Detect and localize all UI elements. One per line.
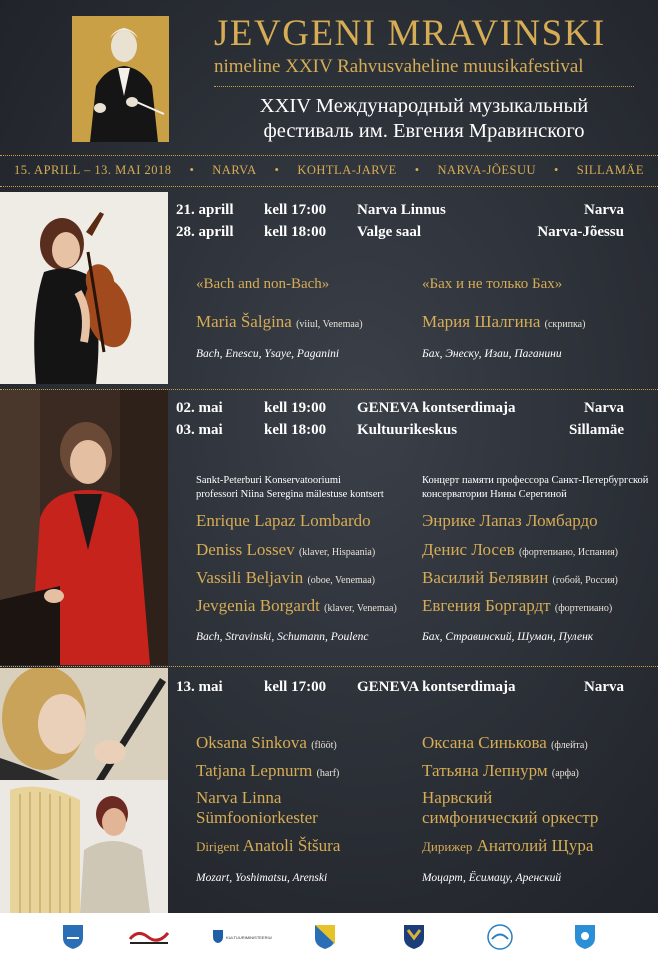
event1-time-2: kell 18:00 (264, 224, 327, 240)
event1-program-et: «Bach and non-Bach» (196, 276, 330, 292)
event2-artist-ru: Энрике Лапаз Ломбардо (422, 511, 598, 530)
event2-composers-ru: Бах, Стравинский, Шуман, Пуленк (422, 631, 594, 643)
event2-note-et: Sankt-Peterburi Konservatooriumi professori Niina Seregina mälestuse kontsert (196, 475, 384, 500)
place-item: KOHTLA-JARVE (297, 163, 397, 177)
event1-city-2: Narva-Jõessu (537, 224, 624, 240)
event1-venue-2: Valge saal (357, 224, 422, 240)
event3-conductor-ru: Дирижер Анатолий Щура (422, 836, 594, 855)
event3-venue: GENEVA kontserdimaja (357, 679, 516, 695)
violinist-photo (0, 192, 168, 384)
event2-venue-1: GENEVA kontserdimaja (357, 400, 516, 416)
event2-time-1: kell 19:00 (264, 400, 327, 416)
event2-composers-et: Bach, Stravinski, Schumann, Poulenc (196, 631, 369, 643)
event1-date-1: 21. aprill (176, 202, 234, 218)
event1-venue-1: Narva Linnus (357, 202, 446, 218)
event1-program-ru: «Бах и не только Бах» (422, 276, 563, 292)
festival-subtitle: nimeline XXIV Rahvusvaheline muusikafestival (214, 56, 584, 77)
festival-title-ru: XXIV Международный музыкальный фестиваль им. Евгения Мравинского (259, 95, 589, 142)
event2-date-2: 03. mai (176, 422, 223, 438)
event1-date-2: 28. aprill (176, 224, 234, 240)
divider (214, 86, 634, 87)
harpist-photo (0, 780, 168, 913)
place-item: NARVA (212, 163, 257, 177)
event3-conductor-et: Dirigent Anatoli Štšura (196, 836, 341, 855)
event3-artist-et: Oksana Sinkova (flööt) (196, 733, 337, 752)
crest-shield-icon (403, 924, 425, 955)
event2-artist-et: Deniss Lossev (klaver, Hispaania) (196, 540, 376, 559)
event2-city-2: Sillamäe (569, 422, 624, 438)
event3-artist-ru: Оксана Синькова (флейта) (422, 733, 588, 752)
event1-city-1: Narva (584, 202, 624, 218)
event2-artist-et: Vassili Beljavin (oboe, Venemaa) (196, 568, 376, 587)
event1-composers-et: Bach, Enescu, Ysaye, Paganini (196, 348, 340, 360)
event3-orchestra-ru: Нарвский симфонический оркестр (422, 788, 599, 827)
event1-time-1: kell 17:00 (264, 202, 327, 218)
divider (0, 155, 658, 156)
svg-text:KULTUURIMINISTEERIUM: KULTUURIMINISTEERIUM (226, 935, 272, 940)
event3-artist-ru: Татьяна Лепнурм (арфа) (422, 761, 579, 780)
event3-time: kell 17:00 (264, 679, 327, 695)
event2-venue-2: Kultuurikeskus (357, 422, 458, 438)
divider (0, 666, 658, 667)
festival-title: JEVGENI MRAVINSKI (214, 13, 606, 54)
event2-time-2: kell 18:00 (264, 422, 327, 438)
event3-artist-et: Tatjana Lepnurm (harf) (196, 761, 340, 780)
pianist-photo (0, 390, 168, 665)
narva-crest-icon (62, 924, 84, 955)
event2-artist-ru: Денис Лосев (фортепиано, Испания) (422, 540, 619, 559)
event2-artist-ru: Василий Белявин (гобой, Россия) (422, 568, 618, 587)
event2-date-1: 02. mai (176, 400, 223, 416)
round-emblem-icon (487, 924, 513, 955)
event2-artist-et: Jevgenia Borgardt (klaver, Venemaa) (196, 596, 397, 615)
place-item: SILLAMÄE (576, 163, 644, 177)
divider (0, 186, 658, 187)
event2-note-ru: Концерт памяти профессора Санкт-Петербургской консерватории Нины Серегиной (422, 475, 649, 500)
blue-shield-icon (574, 924, 596, 955)
event1-artist-ru: Мария Шалгина (скрипка) (422, 312, 586, 331)
place-item: NARVA-JÕESUU (437, 163, 537, 177)
event2-artist-et: Enrique Lapaz Lombardo (196, 511, 371, 530)
event2-city-1: Narva (584, 400, 624, 416)
flutist-photo (0, 668, 168, 780)
event3-date: 13. mai (176, 679, 223, 695)
sponsor-footer (0, 913, 658, 960)
conductor-portrait (72, 16, 169, 142)
festival-places: 15. APRILL – 13. MAI 2018 • NARVA • KOHTLA-JARVE • NARVA-JÕESUU • SILLAMÄE (0, 163, 658, 183)
event1-artist-et: Maria Šalgina (viiul, Venemaa) (196, 312, 363, 331)
festival-dates: 15. APRILL – 13. MAI 2018 (14, 163, 172, 177)
event1-composers-ru: Бах, Энеску, Изаи, Паганини (422, 348, 562, 360)
event3-city: Narva (584, 679, 624, 695)
estonia-culture-ministry-logo (212, 928, 272, 949)
event3-composers-ru: Моцарт, Ёсимацу, Аренский (422, 872, 562, 884)
sponsor-logo-red (128, 927, 170, 952)
crest-blue-yellow-icon (314, 924, 336, 955)
event3-orchestra-et: Narva Linna Sümfooniorkester (196, 788, 318, 827)
event3-composers-et: Mozart, Yoshimatsu, Arenski (196, 872, 328, 884)
event2-artist-ru: Евгения Боргардт (фортепиано) (422, 596, 613, 615)
